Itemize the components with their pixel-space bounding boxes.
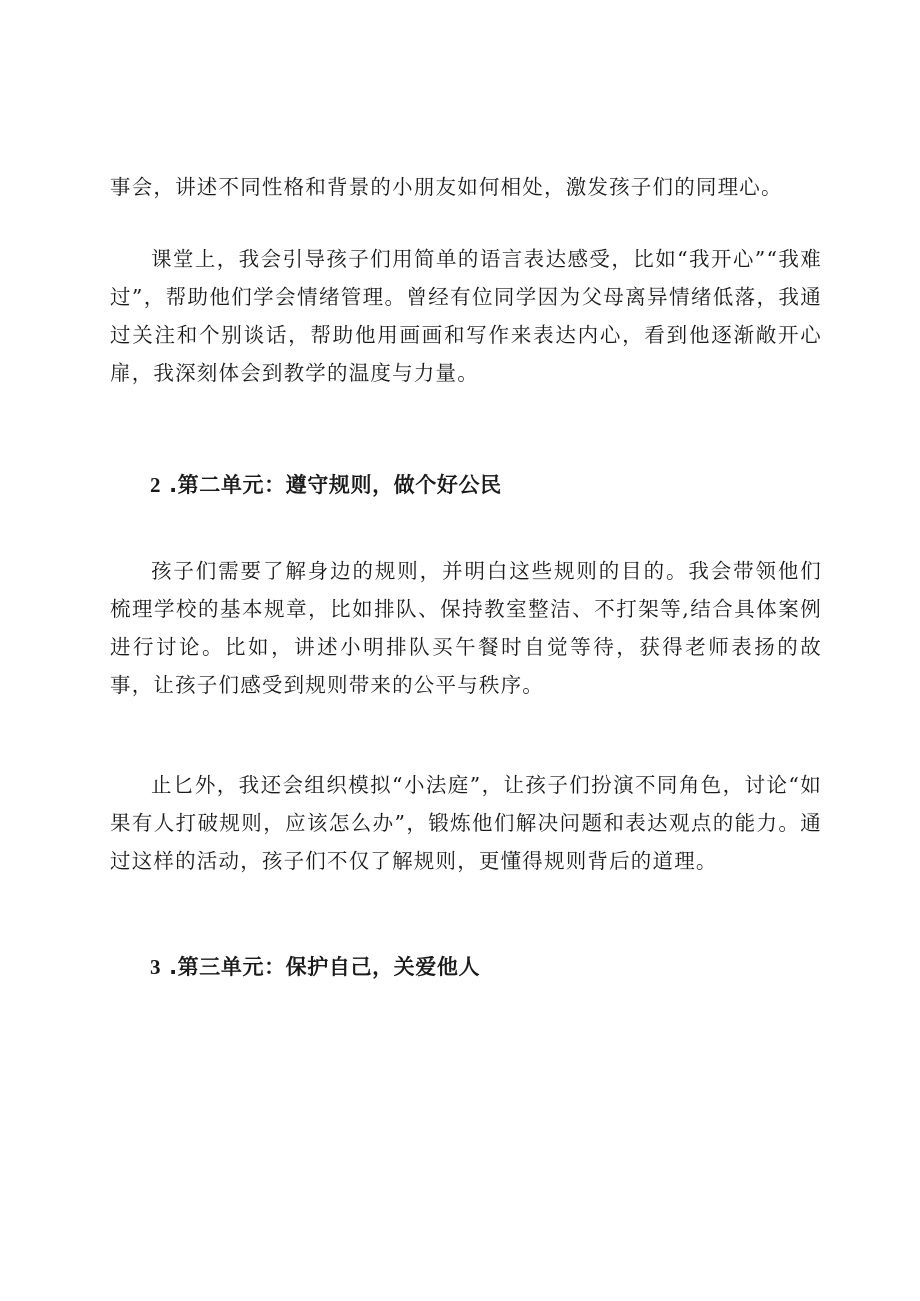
continuation-paragraph: 事会，讲述不同性格和背景的小朋友如何相处，激发孩子们的同理心。 [110,175,783,199]
section-title: .第二单元：遵守规则，做个好公民 [169,473,502,497]
section-title: .第三单元：保护自己，关爱他人 [169,955,481,979]
paragraph-emotion-management: 课堂上，我会引导孩子们用简单的语言表达感受，比如“我开心”“我难过”，帮助他们学会情绪管理。曾经有位同学因为父母离异情绪低落，我通过关注和个别谈话，帮助他用画画和写作来表达内心，看到他逐渐敞开心扉，我深刻体会到教学的温度与力量。 [110,247,822,385]
paragraph-school-rules: 孩子们需要了解身边的规则，并明白这些规则的目的。我会带领他们梳理学校的基本规章，比如排队、保持教室整洁、不打架等,结合具体案例进行讨论。比如，讲述小明排队买午餐时自觉等待，获得老师表扬的故事，让孩子们感受到规则带来的公平与秩序。 [110,559,822,697]
section-heading-unit-3 [150,948,480,986]
section-heading-unit-2 [150,466,502,504]
paragraph-mock-court: 止匕外，我还会组织模拟“小法庭”，让孩子们扮演不同角色，讨论“如果有人打破规则，应该怎么办”，锻炼他们解决问题和表达观点的能力。通过这样的活动，孩子们不仅了解规则，更懂得规则背后的道理。 [110,773,822,873]
section-number: 3 [150,955,162,979]
section-number: 2 [150,473,162,497]
